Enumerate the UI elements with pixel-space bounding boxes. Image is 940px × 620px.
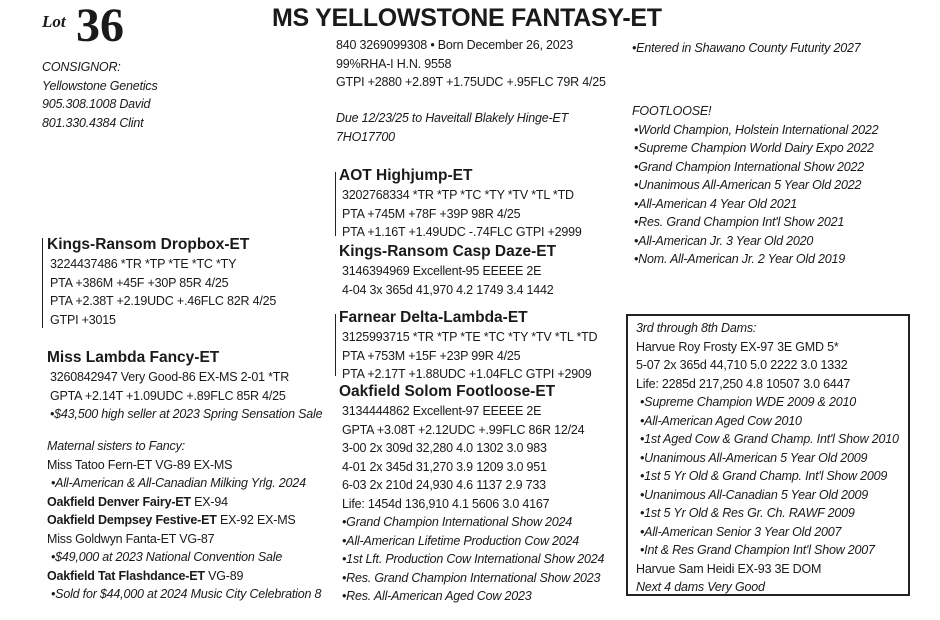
sister-note: •All-American & All-Canadian Milking Yrlg. 2024 — [51, 476, 306, 490]
dams-award: •Supreme Champion WDE 2009 & 2010 — [640, 395, 856, 409]
sire2-bracket — [335, 314, 336, 376]
dams-award: •Unanimous All-American 5 Year Old 2009 — [640, 450, 868, 465]
sister-item — [47, 456, 321, 475]
ancestor-dams-box — [626, 314, 910, 596]
sire-line: PTA +1.16T +1.49UDC -.74FLC GTPI +2999 — [342, 225, 582, 239]
footloose-record: 4-01 2x 345d 31,270 3.9 1209 3.0 951 — [342, 459, 547, 474]
dams-award: •All-American Aged Cow 2010 — [640, 413, 802, 428]
highlights-heading: FOOTLOOSE! — [632, 104, 712, 118]
footloose-award: •All-American Lifetime Production Cow 2024 — [342, 533, 580, 548]
consignor-label: CONSIGNOR: — [42, 60, 121, 74]
dam-line: 3260842947 Very Good-86 EX-MS 2-01 *TR — [50, 370, 290, 384]
sire-name: AOT Highjump-ET — [339, 167, 473, 184]
due-line: Due 12/23/25 to Haveitall Blakely Hinge-ET — [336, 111, 569, 125]
dam-block — [47, 348, 322, 424]
sister-item — [47, 511, 321, 530]
sister-score: EX-92 EX-MS — [216, 513, 296, 527]
sire-line: PTA +745M +78F +39P 98R 4/25 — [342, 206, 521, 221]
footloose-record: Life: 1454d 136,910 4.1 5606 3.0 4167 — [342, 496, 550, 511]
footloose-block — [339, 382, 604, 606]
highlight-item: •All-American 4 Year Old 2021 — [634, 196, 798, 211]
footloose-name: Oakfield Solom Footloose-ET — [339, 383, 556, 400]
footloose-record: 6-03 2x 210d 24,930 4.6 1137 2.9 733 — [342, 478, 546, 492]
pedigree-bracket — [42, 238, 43, 328]
sister-name: Oakfield Tat Flashdance-ET — [47, 568, 205, 583]
dam-line: GPTA +2.14T +1.09UDC +.89FLC 85R 4/25 — [50, 388, 286, 403]
sister-name: Miss Goldwyn Fanta-ET — [47, 531, 176, 546]
sister-item — [47, 530, 321, 549]
sister-name: Oakfield Dempsey Festive-ET — [47, 513, 217, 527]
due-code: 7HO17700 — [336, 129, 395, 144]
footloose-highlights — [632, 102, 878, 269]
maternal-heading: Maternal sisters to Fancy: — [47, 439, 185, 453]
sister-note: •Sold for $44,000 at 2024 Music City Celebration 8 — [51, 587, 322, 601]
consignor-block — [42, 58, 158, 132]
sister-item — [47, 567, 321, 586]
dam-name: Miss Lambda Fancy-ET — [47, 349, 220, 366]
sire2-line: PTA +753M +15F +23P 99R 4/25 — [342, 348, 521, 363]
consignor-phone-2: 801.330.4384 Clint — [42, 115, 144, 130]
dam-cow-1-record: 5-07 2x 365d 44,710 5.0 2222 3.0 1332 — [636, 358, 848, 372]
sister-score: VG-89 EX-MS — [152, 457, 233, 472]
identity-line-1: 840 3269099308 • Born December 26, 2023 — [336, 38, 574, 52]
footloose-award: •1st Lft. Production Cow International Show 2024 — [342, 552, 605, 566]
dams-award: •All-American Senior 3 Year Old 2007 — [640, 524, 842, 539]
sire2-name: Farnear Delta-Lambda-ET — [339, 309, 528, 326]
dropbox-line: GTPI +3015 — [50, 312, 116, 327]
mgd-line: 3146394969 Excellent-95 EEEEE 2E — [342, 264, 542, 278]
mgd-block — [339, 242, 556, 299]
footloose-award: •Res. All-American Aged Cow 2023 — [342, 589, 532, 603]
highlight-item: •Grand Champion International Show 2022 — [634, 159, 865, 174]
sire2-line: 3125993715 *TR *TP *TE *TC *TY *TV *TL *TD — [342, 330, 598, 344]
footloose-award: •Grand Champion International Show 2024 — [342, 515, 573, 529]
mgd-name: Kings-Ransom Casp Daze-ET — [339, 243, 557, 260]
sister-note: •$49,000 at 2023 National Convention Sale — [51, 550, 283, 564]
dams-footer: Next 4 dams Very Good — [636, 580, 765, 594]
dams-award: •Int & Res Grand Champion Int'l Show 2007 — [640, 543, 875, 557]
sister-score: VG-87 — [175, 531, 215, 546]
highlight-item: •Nom. All-American Jr. 2 Year Old 2019 — [634, 252, 845, 266]
highlight-item: •Unanimous All-American 5 Year Old 2022 — [634, 178, 862, 192]
dams-heading: 3rd through 8th Dams: — [636, 321, 757, 335]
dam-cow-1-life: Life: 2285d 217,250 4.8 10507 3.0 6447 — [636, 376, 851, 391]
sire-bracket — [335, 172, 336, 236]
maternal-sisters — [47, 437, 321, 604]
dam-cow-1: Harvue Roy Frosty EX-97 3E GMD 5* — [636, 339, 839, 354]
identity-block — [336, 36, 606, 92]
identity-line-2: 99%RHA-I H.N. 9558 — [336, 56, 452, 71]
dam-note: •$43,500 high seller at 2023 Spring Sensation Sale — [50, 407, 323, 421]
dropbox-line: 3224437486 *TR *TP *TE *TC *TY — [50, 257, 237, 271]
mgd-line: 4-04 3x 365d 41,970 4.2 1749 3.4 1442 — [342, 282, 554, 297]
sister-item — [47, 493, 321, 512]
highlight-item: •World Champion, Holstein International 2022 — [634, 122, 879, 137]
dams-award: •Unanimous All-Canadian 5 Year Old 2009 — [640, 487, 868, 502]
identity-line-3: GTPI +2880 +2.89T +1.75UDC +.95FLC 79R 4/25 — [336, 75, 606, 89]
footloose-award: •Res. Grand Champion International Show 2023 — [342, 570, 601, 585]
dam-cow-2: Harvue Sam Heidi EX-93 3E DOM — [636, 561, 822, 576]
dams-award: •1st Aged Cow & Grand Champ. Int'l Show 2010 — [640, 432, 899, 446]
dropbox-line: PTA +2.38T +2.19UDC +.46FLC 82R 4/25 — [50, 294, 277, 308]
dams-award: •1st 5 Yr Old & Grand Champ. Int'l Show 2009 — [640, 469, 888, 483]
footloose-record: 3-00 2x 309d 32,280 4.0 1302 3.0 983 — [342, 441, 547, 455]
sister-name: Miss Tatoo Fern-ET — [47, 457, 152, 472]
footloose-line: GPTA +3.08T +2.12UDC +.99FLC 86R 12/24 — [342, 422, 585, 437]
consignor-phone-1: 905.308.1008 David — [42, 97, 151, 111]
sire-block — [339, 166, 582, 242]
lot-number: 36 — [76, 0, 124, 52]
highlight-item: •All-American Jr. 3 Year Old 2020 — [634, 233, 814, 248]
entered-note: •Entered in Shawano County Futurity 2027 — [632, 41, 861, 55]
page-title: MS YELLOWSTONE FANTASY-ET — [272, 4, 662, 32]
consignor-name: Yellowstone Genetics — [42, 78, 158, 93]
highlight-item: •Res. Grand Champion Int'l Show 2021 — [634, 215, 845, 229]
sire-line: 3202768334 *TR *TP *TC *TY *TV *TL *TD — [342, 188, 574, 202]
sister-score: EX-94 — [190, 494, 228, 509]
sister-name: Oakfield Denver Fairy-ET — [47, 494, 191, 509]
sire2-block — [339, 308, 597, 384]
lot-label: Lot — [42, 12, 66, 31]
dropbox-block — [47, 235, 276, 329]
due-block — [336, 109, 568, 146]
dropbox-name: Kings-Ransom Dropbox-ET — [47, 236, 250, 253]
dams-award: •1st 5 Yr Old & Res Gr. Ch. RAWF 2009 — [640, 506, 855, 520]
sire2-line: PTA +2.17T +1.88UDC +1.04FLC GTPI +2909 — [342, 367, 592, 381]
dropbox-line: PTA +386M +45F +30P 85R 4/25 — [50, 275, 229, 290]
sister-score: VG-89 — [204, 568, 244, 583]
highlight-item: •Supreme Champion World Dairy Expo 2022 — [634, 141, 874, 155]
footloose-line: 3134444862 Excellent-97 EEEEE 2E — [342, 404, 542, 418]
